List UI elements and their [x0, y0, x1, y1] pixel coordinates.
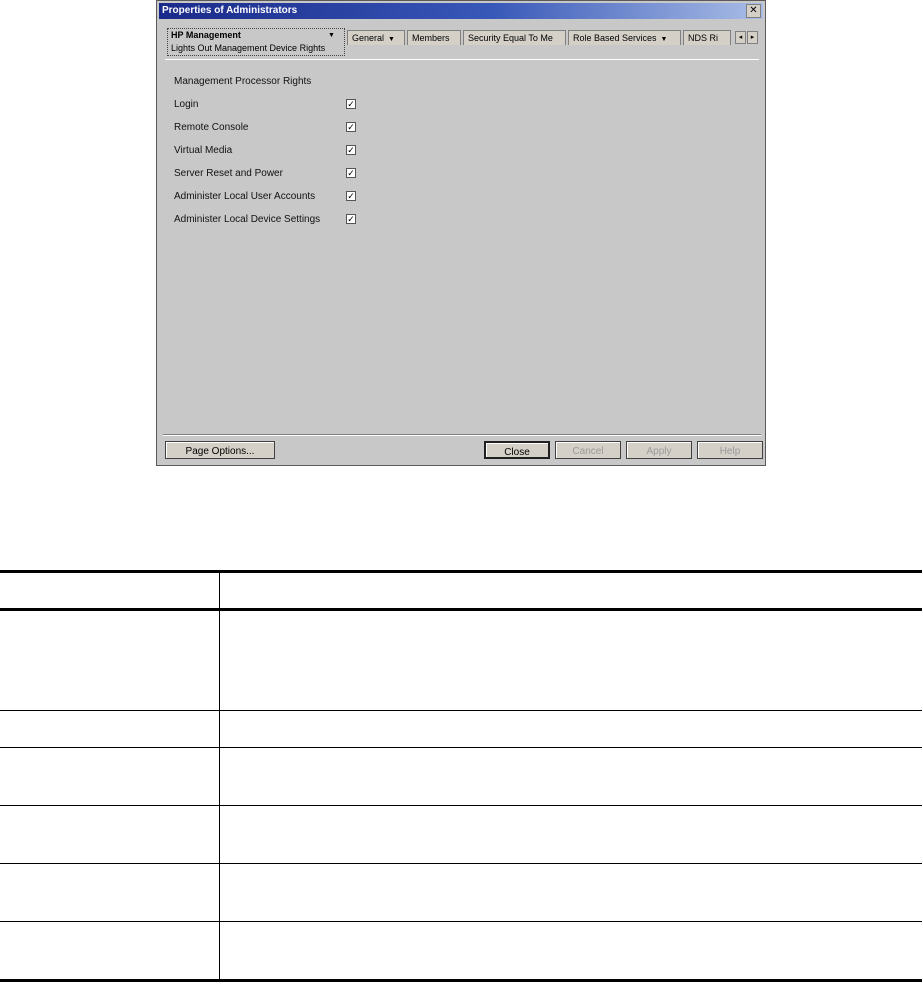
properties-dialog [156, 0, 766, 466]
right-label: Remote Console [174, 122, 249, 133]
right-label: Server Reset and Power [174, 168, 283, 179]
table-cell [220, 922, 923, 981]
chevron-down-icon[interactable]: ▼ [328, 32, 335, 39]
table-cell [0, 610, 220, 711]
tab-scroll-left-icon[interactable]: ◂ [735, 31, 746, 44]
local-user-accounts-checkbox[interactable]: ✓ [347, 191, 355, 201]
login-checkbox[interactable]: ✓ [347, 99, 355, 109]
table-row [0, 806, 922, 864]
right-label: Administer Local Device Settings [174, 214, 321, 225]
tab-nds-rights-label: NDS Ri [688, 33, 719, 43]
tab-hp-management-page[interactable]: Lights Out Management Device Rights [171, 43, 326, 53]
button-separator [163, 434, 761, 436]
chevron-down-icon[interactable]: ▼ [660, 36, 668, 43]
tab-members[interactable] [407, 30, 461, 45]
table-header-cell [220, 572, 923, 610]
table-row [0, 748, 922, 806]
table-row [0, 922, 922, 981]
chevron-down-icon[interactable]: ▼ [388, 36, 395, 43]
tab-general-label: General [352, 33, 385, 43]
table-cell [0, 864, 220, 922]
table-cell [220, 748, 923, 806]
table-cell [220, 711, 923, 748]
dialog-title: Properties of Administrators [162, 5, 298, 16]
tab-security-equal-to-me[interactable] [463, 30, 566, 45]
table-cell [0, 922, 220, 981]
table-row [0, 711, 922, 748]
table-row [0, 610, 922, 711]
tab-hp-management[interactable] [167, 28, 345, 56]
table-cell [220, 864, 923, 922]
tab-hp-management-label: HP Management [171, 30, 241, 40]
table-cell [0, 748, 220, 806]
right-label: Login [174, 99, 199, 110]
tab-role-based-services-label: Role Based Services [573, 33, 657, 43]
tab-role-based-services[interactable] [568, 30, 681, 45]
local-device-settings-checkbox[interactable]: ✓ [347, 214, 355, 224]
tab-content-panel [165, 59, 759, 435]
dialog-titlebar[interactable] [159, 3, 763, 19]
close-button[interactable]: Close [484, 441, 550, 459]
rights-table [0, 570, 922, 982]
help-button[interactable]: Help [697, 441, 763, 459]
section-heading: Management Processor Rights [174, 76, 312, 87]
tab-strip [167, 28, 761, 53]
remote-console-checkbox[interactable]: ✓ [347, 122, 355, 132]
apply-button[interactable]: Apply [626, 441, 692, 459]
tab-scroll-right-icon[interactable]: ▸ [747, 31, 758, 44]
tab-security-equal-label: Security Equal To Me [468, 33, 553, 43]
right-label: Virtual Media [174, 145, 233, 156]
virtual-media-checkbox[interactable]: ✓ [347, 145, 355, 155]
tab-members-label: Members [412, 33, 450, 43]
close-window-icon[interactable]: ✕ [746, 4, 761, 18]
table-cell [220, 806, 923, 864]
cancel-button[interactable]: Cancel [555, 441, 621, 459]
table-header-row [0, 572, 922, 610]
table-cell [220, 610, 923, 711]
right-label: Administer Local User Accounts [174, 191, 316, 202]
table-cell [0, 711, 220, 748]
tab-general[interactable] [347, 30, 405, 45]
server-reset-checkbox[interactable]: ✓ [347, 168, 355, 178]
page-options-button[interactable]: Page Options... [165, 441, 275, 459]
tab-nds-rights[interactable] [683, 30, 731, 45]
table-row [0, 864, 922, 922]
table-cell [0, 806, 220, 864]
table-header-cell [0, 572, 220, 610]
